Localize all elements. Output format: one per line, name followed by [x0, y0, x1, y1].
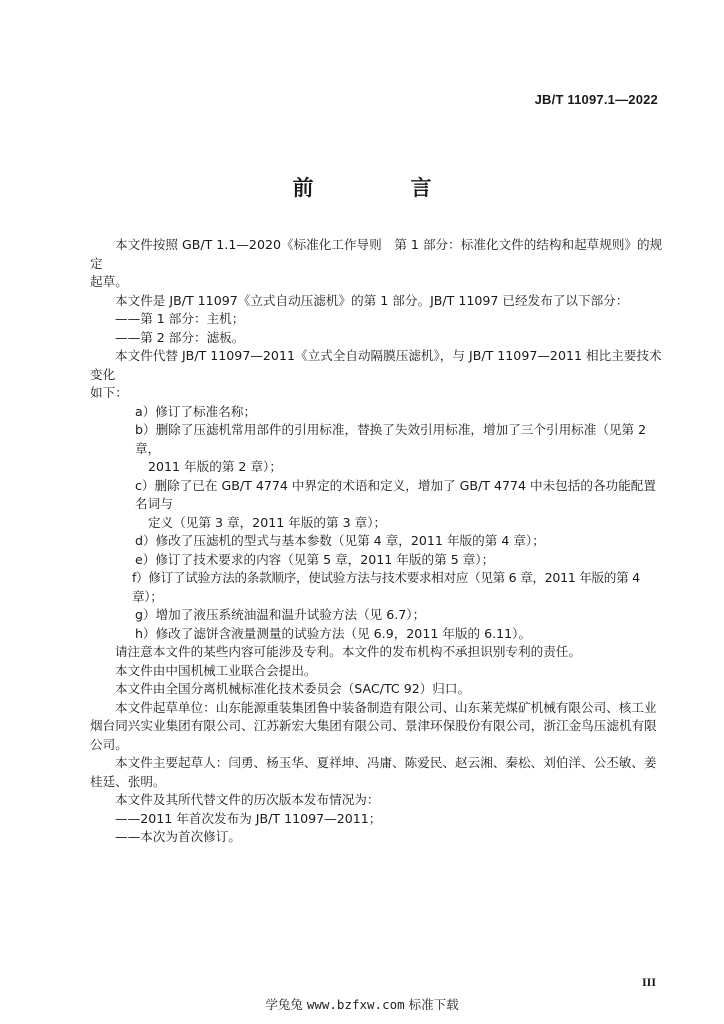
paragraph-line: 本文件由全国分离机械标准化技术委员会（SAC/TC 92）归口。 [115, 681, 471, 696]
list-item: a）修订了标准名称； [135, 403, 257, 419]
paragraph-line: 本文件由中国机械工业联合会提出。 [115, 662, 317, 678]
paragraph-line: 本文件按照 GB/T 1.1—2020《标准化工作导则 第 1 部分：标准化文件的结构和起草规则》的规定 [90, 237, 663, 271]
paragraph-line: 本文件代替 JB/T 11097—2011《立式全自动隔膜压滤机》，与 JB/T 11097—2011 相比主要技术变化 [90, 348, 662, 382]
foreword-body [90, 236, 664, 847]
list-dash-item: ——2011 年首次发布为 JB/T 11097—2011； [115, 810, 382, 826]
list-item: d）修改了压滤机的型式与基本参数（见第 4 章，2011 年版的第 4 章）； [135, 533, 545, 548]
paragraph-line: 桂廷、张明。 [90, 773, 166, 789]
list-item: e）修订了技术要求的内容（见第 5 章，2011 年版的第 5 章）； [135, 551, 495, 567]
list-dash-item: ——第 1 部分：主机； [115, 311, 245, 326]
footer-left-text: 学兔兔 [265, 997, 303, 1012]
page-title: 前 言 [292, 176, 470, 200]
paragraph-line: 本文件是 JB/T 11097《立式自动压滤机》的第 1 部分。JB/T 11097 已经发布了以下部分： [115, 292, 629, 308]
list-item-continuation: 定义（见第 3 章，2011 年版的第 3 章）； [148, 514, 387, 530]
footer-site-link[interactable]: www.bzfxw.com [306, 997, 405, 1012]
list-item: f）修订了试验方法的条款顺序，使试验方法与技术要求相对应（见第 6 章，2011 年版的第 4 章）； [132, 570, 640, 604]
footer-right-text: 标准下载 [408, 997, 459, 1012]
standard-code: JB/T 11097.1—2022 [534, 92, 658, 107]
paragraph-line: 起草。 [90, 274, 128, 289]
paragraph-line: 公司。 [90, 736, 128, 752]
list-item: b）删除了压滤机常用部件的引用标准，替换了失效引用标准，增加了三个引用标准（见第 2 章， [135, 422, 647, 456]
paragraph-line: 本文件及其所代替文件的历次版本发布情况为： [115, 792, 380, 807]
paragraph-line: 烟台同兴实业集团有限公司、江苏新宏大集团有限公司、景津环保股份有限公司，浙江金鸟压滤机有限 [90, 718, 657, 733]
paragraph-line: 如下： [90, 385, 128, 400]
paragraph-line: 请注意本文件的某些内容可能涉及专利。本文件的发布机构不承担识别专利的责任。 [115, 644, 581, 659]
page-number: III [641, 975, 656, 989]
paragraph-line: 本文件起草单位：山东能源重装集团鲁中装备制造有限公司、山东莱芜煤矿机械有限公司、核工业 [115, 699, 657, 715]
list-dash-item: ——第 2 部分：滤板。 [115, 329, 245, 345]
list-item: g）增加了液压系统油温和温升试验方法（见 6.7）； [135, 607, 426, 622]
footer-watermark [0, 995, 724, 1013]
list-item: c）删除了已在 GB/T 4774 中界定的术语和定义，增加了 GB/T 4774 中未包括的各功能配置名词与 [135, 477, 656, 511]
paragraph-line: 本文件主要起草人：闫勇、杨玉华、夏祥坤、冯庸、陈爱民、赵云湘、秦松、刘伯洋、公丕敏、姜 [115, 755, 657, 770]
list-item-continuation: 2011 年版的第 2 章）； [148, 459, 282, 474]
list-dash-item: ——本次为首次修订。 [115, 829, 241, 844]
list-item: h）修改了滤饼含液量测量的试验方法（见 6.9，2011 年版的 6.11）。 [135, 625, 532, 641]
